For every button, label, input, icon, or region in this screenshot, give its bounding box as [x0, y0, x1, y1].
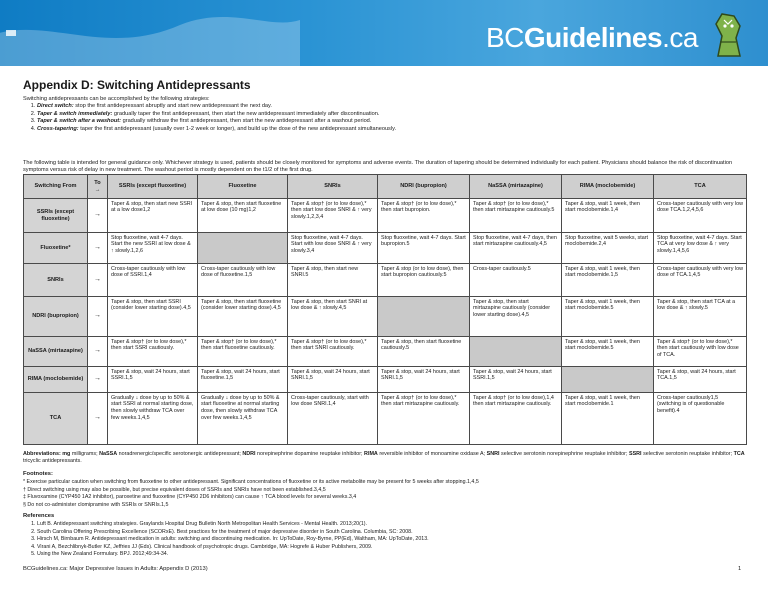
table-row	[24, 199, 747, 233]
column-header: RIMA (moclobemide)	[562, 175, 654, 199]
table-cell: Cross-taper cautiously with low dose of SSRI.1,4	[108, 264, 198, 297]
column-header: NaSSA (mirtazapine)	[470, 175, 562, 199]
arrow-cell: →	[88, 337, 108, 367]
table-cell: Stop fluoxetine, wait 4-7 days. Start the new SSRI at low dose & ↑ slowly.1,2,6	[108, 233, 198, 264]
table-cell: Taper & stop, wait 1 week, then start moclobemide.1	[562, 393, 654, 445]
table-cell: Taper & stop† (or to low dose),1,4 then start mirtazapine cautiously.	[470, 393, 562, 445]
column-header: SNRIs	[288, 175, 378, 199]
footer-text: BCGuidelines.ca: Major Depressive Issues in Adults: Appendix D (2013)	[23, 566, 208, 572]
footnote-item: § Do not co-administer clomipramine with SSRIs or SNRIs.1,5	[23, 501, 169, 508]
strategy-item: 1. Direct switch: stop the first antidepressant abruptly and start new antidepressant the next day.	[37, 103, 396, 110]
footnote-item: * Exercise particular caution when switching from fluoxetine to other antidepressant. Significant concentrations of fluoxetine or its active metabolite may be present for 5 weeks after stopping.1,4,5	[23, 479, 479, 485]
table-row	[24, 233, 747, 264]
footnotes	[23, 479, 747, 509]
table-cell: Taper & stop, wait 1 week, then start moclobemide.1,5	[562, 264, 654, 297]
footnotes-heading: Footnotes:	[23, 471, 53, 477]
page-number: 1	[738, 566, 742, 572]
column-header: TCA	[654, 175, 747, 199]
row-header: SSRIs (except fluoxetine)	[24, 199, 88, 233]
table-cell: Taper & stop, then start new SSRI at a low dose1,2	[108, 199, 198, 233]
table-row	[24, 337, 747, 367]
table-cell: Taper & stop, then start new SNRI.5	[288, 264, 378, 297]
table-row	[24, 367, 747, 393]
reference-item: 2. South Carolina Offering Prescribing Excellence (SCORxE). Best practices for the treatment of major depressive disorder in South Carolina. Columbia, SC: 2008.	[37, 529, 747, 537]
table-cell: Taper & stop† (or to low dose),* then start fluoxetine cautiously.	[198, 337, 288, 367]
table-cell: Cross-taper cautiously.5	[470, 264, 562, 297]
banner-mark	[6, 30, 16, 36]
strategy-item: 2. Taper & switch immediately: gradually taper the first antidepressant, then start the new antidepressant immediately after discontinuation.	[37, 111, 396, 118]
table-cell: Taper & stop, wait 24 hours, start SNRI.1,5	[288, 367, 378, 393]
table-cell: Taper & stop, wait 1 week, then start moclobemide.5	[562, 337, 654, 367]
table-cell: Taper & stop† (or to low dose),* then start SNRI cautiously.	[288, 337, 378, 367]
footnote-item: † Direct switching using may also be possible, but precise equivalent doses of SSRIs and SNRIs have not been established.3,4,5	[23, 486, 326, 493]
table-cell: Taper & stop, then start TCA at a low dose & ↑ slowly.5	[654, 297, 747, 337]
column-header: Switching From	[24, 175, 88, 199]
references	[23, 521, 747, 559]
table-cell: Gradually ↓ dose by up to 50% & start fluoxetine at normal starting dose, then slowly withdraw TCA over few weeks.1,4,5	[198, 393, 288, 445]
table-cell: Taper & stop, wait 1 week, then start moclobemide.1,4	[562, 199, 654, 233]
table-cell: Taper & stop, wait 24 hours, start SNRI.1,5	[378, 367, 470, 393]
row-header: Fluoxetine*	[24, 233, 88, 264]
row-header: RIMA (moclobemide)	[24, 367, 88, 393]
table-cell: Gradually ↓ dose by up to 50% & start SSRI at normal starting dose, then slowly withdraw TCA over few weeks.1,4,5	[108, 393, 198, 445]
table-cell: Stop fluoxetine, wait 4-7 days. Start bupropion.5	[378, 233, 470, 264]
table-cell: Cross-taper cautiously with very low dose of TCA.1,4,5	[654, 264, 747, 297]
table-cell: Stop fluoxetine, wait 4-7 days. Start TCA at very low dose & ↑ very slowly.1,4,5,6	[654, 233, 747, 264]
table-cell: Taper & stop† (or to low dose),* then start bupropion.	[378, 199, 470, 233]
table-cell: Taper & stop, then start fluoxetine at low dose (10 mg)1,2	[198, 199, 288, 233]
empty-cell	[198, 233, 288, 264]
table-cell: Taper & stop† (or to low dose),* then start mirtazapine cautiously.5	[470, 199, 562, 233]
table-cell: Taper & stop, then start fluoxetine (consider lower starting dose).4,5	[198, 297, 288, 337]
table-cell: Taper & stop† (or to low dose),* then start low dose SNRI & ↑ very slowly.1,2,3,4	[288, 199, 378, 233]
empty-cell	[378, 297, 470, 337]
reference-item: 3. Hirsch M, Birnbaum R. Antidepressant medication in adults: switching and discontinuing medication. In: UpToDate, Roy-Byrne, PP(Ed), Waltham, MA: UpToDate, 2013.	[37, 536, 747, 544]
arrow-cell: →	[88, 199, 108, 233]
arrow-cell: →	[88, 297, 108, 337]
abbreviations: Abbreviations: mg milligrams; NaSSA noradrenergic/specific serotonergic antidepressant; NDRI norepinephrine dopamine reuptake inhibitor; RIMA reversible inhibitor of monoamine oxidase A; SNRI selective serotonin norepinephrine reuptake inhibitor; SSRI selective serotonin reuptake inhibitor; TCA tricyclic antidepressants.	[23, 451, 745, 464]
table-row	[24, 393, 747, 445]
intro-section	[23, 96, 396, 133]
table-row	[24, 264, 747, 297]
table-cell: Cross-taper cautiously with low dose of fluoxetine.1,5	[198, 264, 288, 297]
switching-table	[23, 174, 747, 445]
table-row	[24, 297, 747, 337]
table-cell: Taper & stop, then start SNRI at low dose & ↑ slowly.4,5	[288, 297, 378, 337]
column-header: NDRI (bupropion)	[378, 175, 470, 199]
row-header: NaSSA (mirtazapine)	[24, 337, 88, 367]
strategy-item: 3. Taper & switch after a washout: gradually withdraw the first antidepressant, then start the new antidepressant after a washout period.	[37, 118, 396, 125]
arrow-cell: →	[88, 233, 108, 264]
empty-cell	[562, 367, 654, 393]
table-cell: Stop fluoxetine, wait 5 weeks, start moclobemide.2,4	[562, 233, 654, 264]
table-cell: Taper & stop, then start fluoxetine cautiously.5	[378, 337, 470, 367]
row-header: SNRIs	[24, 264, 88, 297]
table-cell: Taper & stop, then start SSRI (consider lower starting dose).4,5	[108, 297, 198, 337]
reference-item: 5. Using the New Zealand Formulary. BPJ. 2012;49:34-34.	[37, 551, 747, 559]
table-cell: Taper & stop (or to low dose), then start bupropion cautiously.5	[378, 264, 470, 297]
strategy-item: 4. Cross-tapering: taper the first antidepressant (usually over 1-2 week or longer), and build up the dose of the new antidepressant simultaneously.	[37, 126, 396, 133]
row-header: NDRI (bupropion)	[24, 297, 88, 337]
table-cell: Taper & stop, wait 24 hours, start TCA.1,5	[654, 367, 747, 393]
table-cell: Taper & stop, wait 24 hours, start fluoxetine.1,5	[198, 367, 288, 393]
table-cell: Cross-taper cautiously, start with low dose SNRI.1,4	[288, 393, 378, 445]
table-cell: Cross-taper cautiously1,5 (switching is of questionable benefit).4	[654, 393, 747, 445]
footnote-item: ‡ Fluvoxamine (CYP450 1A2 inhibitor), paroxetine and fluoxetine (CYP450 2D6 inhibitors) can cause ↑ TCA blood levels for several weeks.3,4	[23, 494, 357, 501]
arrow-cell: →	[88, 367, 108, 393]
reference-item: 1. Luft B. Antidepressant switching strategies. Graylands Hospital Drug Bulletin North Metropolitan Health Services - Mental Health. 2013;20(1).	[37, 521, 747, 529]
row-header: TCA	[24, 393, 88, 445]
table-cell: Taper & stop† (or to low dose),* then start cautiously with low dose of TCA.	[654, 337, 747, 367]
table-cell: Stop fluoxetine, wait 4-7 days. Start with low dose SNRI & ↑ very slowly.3,4	[288, 233, 378, 264]
empty-cell	[470, 337, 562, 367]
intro-lead: Switching antidepressants can be accomplished by the following strategies:	[23, 96, 210, 102]
column-header: SSRIs (except fluoxetine)	[108, 175, 198, 199]
table-cell: Taper & stop, then start mirtazapine cautiously (consider lower starting dose).4,5	[470, 297, 562, 337]
table-cell: Taper & stop, wait 24 hours, start SSRI.1,5	[470, 367, 562, 393]
table-cell: Taper & stop† (or to low dose),* then start SSRI cautiously.	[108, 337, 198, 367]
page-title: Appendix D: Switching Antidepressants	[23, 78, 251, 92]
column-header: To →	[88, 175, 108, 199]
references-heading: References	[23, 513, 55, 519]
table-cell: Cross-taper cautiously with very low dose TCA.1,2,4,5,6	[654, 199, 747, 233]
arrow-cell: →	[88, 264, 108, 297]
guidance-note: The following table is intended for general guidance only. Whichever strategy is used, patients should be closely monitored for symptoms and adverse events. The duration of tapering should be determined individually for each patient. Physicians should balance the risk of discontinuation symptoms versus risk of delay in new treatment. The washout period is mostly dependent on the t1/2 of the first drug.	[23, 160, 733, 173]
table-cell: Taper & stop, wait 1 week, then start moclobemide.5	[562, 297, 654, 337]
arrow-cell: →	[88, 393, 108, 445]
table-header-row	[24, 175, 747, 199]
table-cell: Stop fluoxetine, wait 4-7 days, then start mirtazapine cautiously.4,5	[470, 233, 562, 264]
header-banner	[0, 0, 768, 66]
table-cell: Taper & stop, wait 24 hours, start SSRI.1,5	[108, 367, 198, 393]
table-cell: Taper & stop† (or to low dose),* then start mirtazapine cautiously.	[378, 393, 470, 445]
wave-decoration-icon	[0, 0, 300, 66]
column-header: Fluoxetine	[198, 175, 288, 199]
bc-mascot-logo-icon	[700, 6, 756, 62]
brand-logo-text[interactable]: BCGuidelines.ca	[486, 22, 698, 53]
strategy-list	[37, 103, 396, 133]
reference-item: 4. Virani A, Bezchlibnyk-Butler KZ, Jeffries JJ (Eds). Clinical handbook of psychotropic drugs. Cambridge, MA: Hogrefe & Huber Publishers, 2009.	[37, 544, 747, 552]
